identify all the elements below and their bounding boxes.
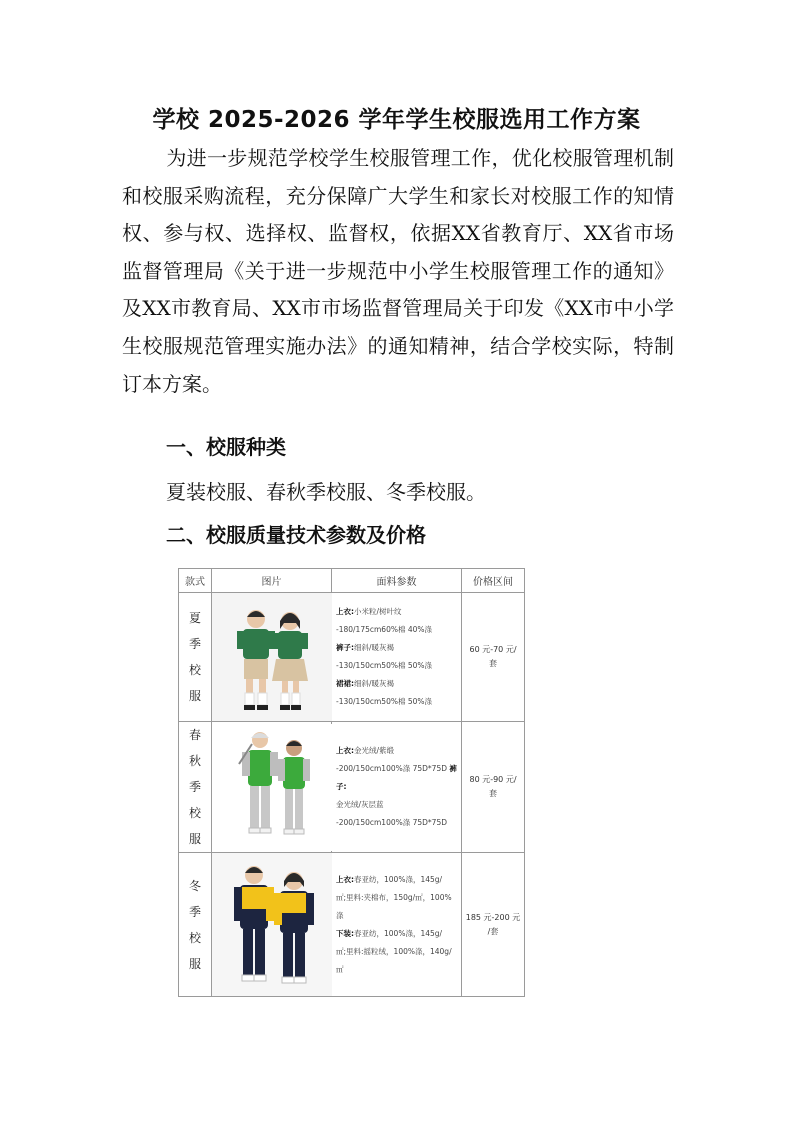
header-fabric: 面料参数	[332, 569, 462, 593]
table-row-winter	[179, 853, 525, 997]
header-price: 价格区间	[462, 569, 525, 593]
kind-spring-autumn: 春 秋 季 校 服	[179, 722, 212, 853]
section-heading-uniform-types: 一、校服种类	[166, 435, 286, 459]
section-heading-quality-price: 二、校服质量技术参数及价格	[166, 523, 426, 547]
table-row-spring-autumn	[179, 722, 525, 853]
photo-spring-autumn	[212, 722, 332, 853]
uniform-spec-table	[178, 568, 525, 997]
kind-summer: 夏 季 校 服	[179, 593, 212, 722]
fabric-winter: 上衣:春亚纺，100%涤，145g/ ㎡;里料:夹棉布，150g/㎡，100% 涤 下装:春亚纺，100%涤，145g/ ㎡;里料:摇粒绒，100%涤，140g/ ㎡	[332, 853, 462, 997]
photo-winter	[212, 853, 332, 997]
document-title: 学校 2025-2026 学年学生校服选用工作方案	[152, 107, 641, 133]
kind-winter: 冬 季 校 服	[179, 853, 212, 997]
price-winter: 185 元-200 元 /套	[462, 853, 525, 997]
fabric-spring-autumn: 上衣:金光绒/紫缎 -200/150cm100%涤 75D*75D 裤子: 金光绒/灰层蓝 -200/150cm100%涤 75D*75D	[332, 722, 462, 853]
spring-autumn-uniform-photo	[212, 724, 332, 851]
fabric-summer: 上衣:小米粒/树叶纹 -180/175cm60%棉 40%涤 裤子:细斜/暖灰褐 -130/150cm50%棉 50%涤 裙裙:细斜/暖灰褐 -130/150cm50%棉 50%涤	[332, 593, 462, 722]
header-image: 图片	[212, 569, 332, 593]
intro-paragraph	[122, 140, 674, 403]
photo-summer	[212, 593, 332, 722]
header-style: 款式	[179, 569, 212, 593]
price-summer: 60 元-70 元/ 套	[462, 593, 525, 722]
winter-uniform-photo	[212, 853, 332, 996]
price-spring-autumn: 80 元-90 元/ 套	[462, 722, 525, 853]
table-header-row	[179, 569, 525, 593]
intro-text: 为进一步规范学校学生校服管理工作，优化校服管理机制和校服采购流程，充分保障广大学生和家长对校服工作的知情权、参与权、选择权、监督权，依据XX省教育厅、XX省市场监督管理局《关于进一步规范中小学生校服管理工作的通知》及XX市教育局、XX市市场监督管理局关于印发《XX市中小学生校服规范管理实施办法》的通知精神，结合学校实际，特制订本方案。	[122, 146, 674, 396]
summer-uniform-photo	[212, 593, 332, 721]
section-text-uniform-types: 夏装校服、春秋季校服、冬季校服。	[166, 480, 486, 504]
table-row-summer	[179, 593, 525, 722]
